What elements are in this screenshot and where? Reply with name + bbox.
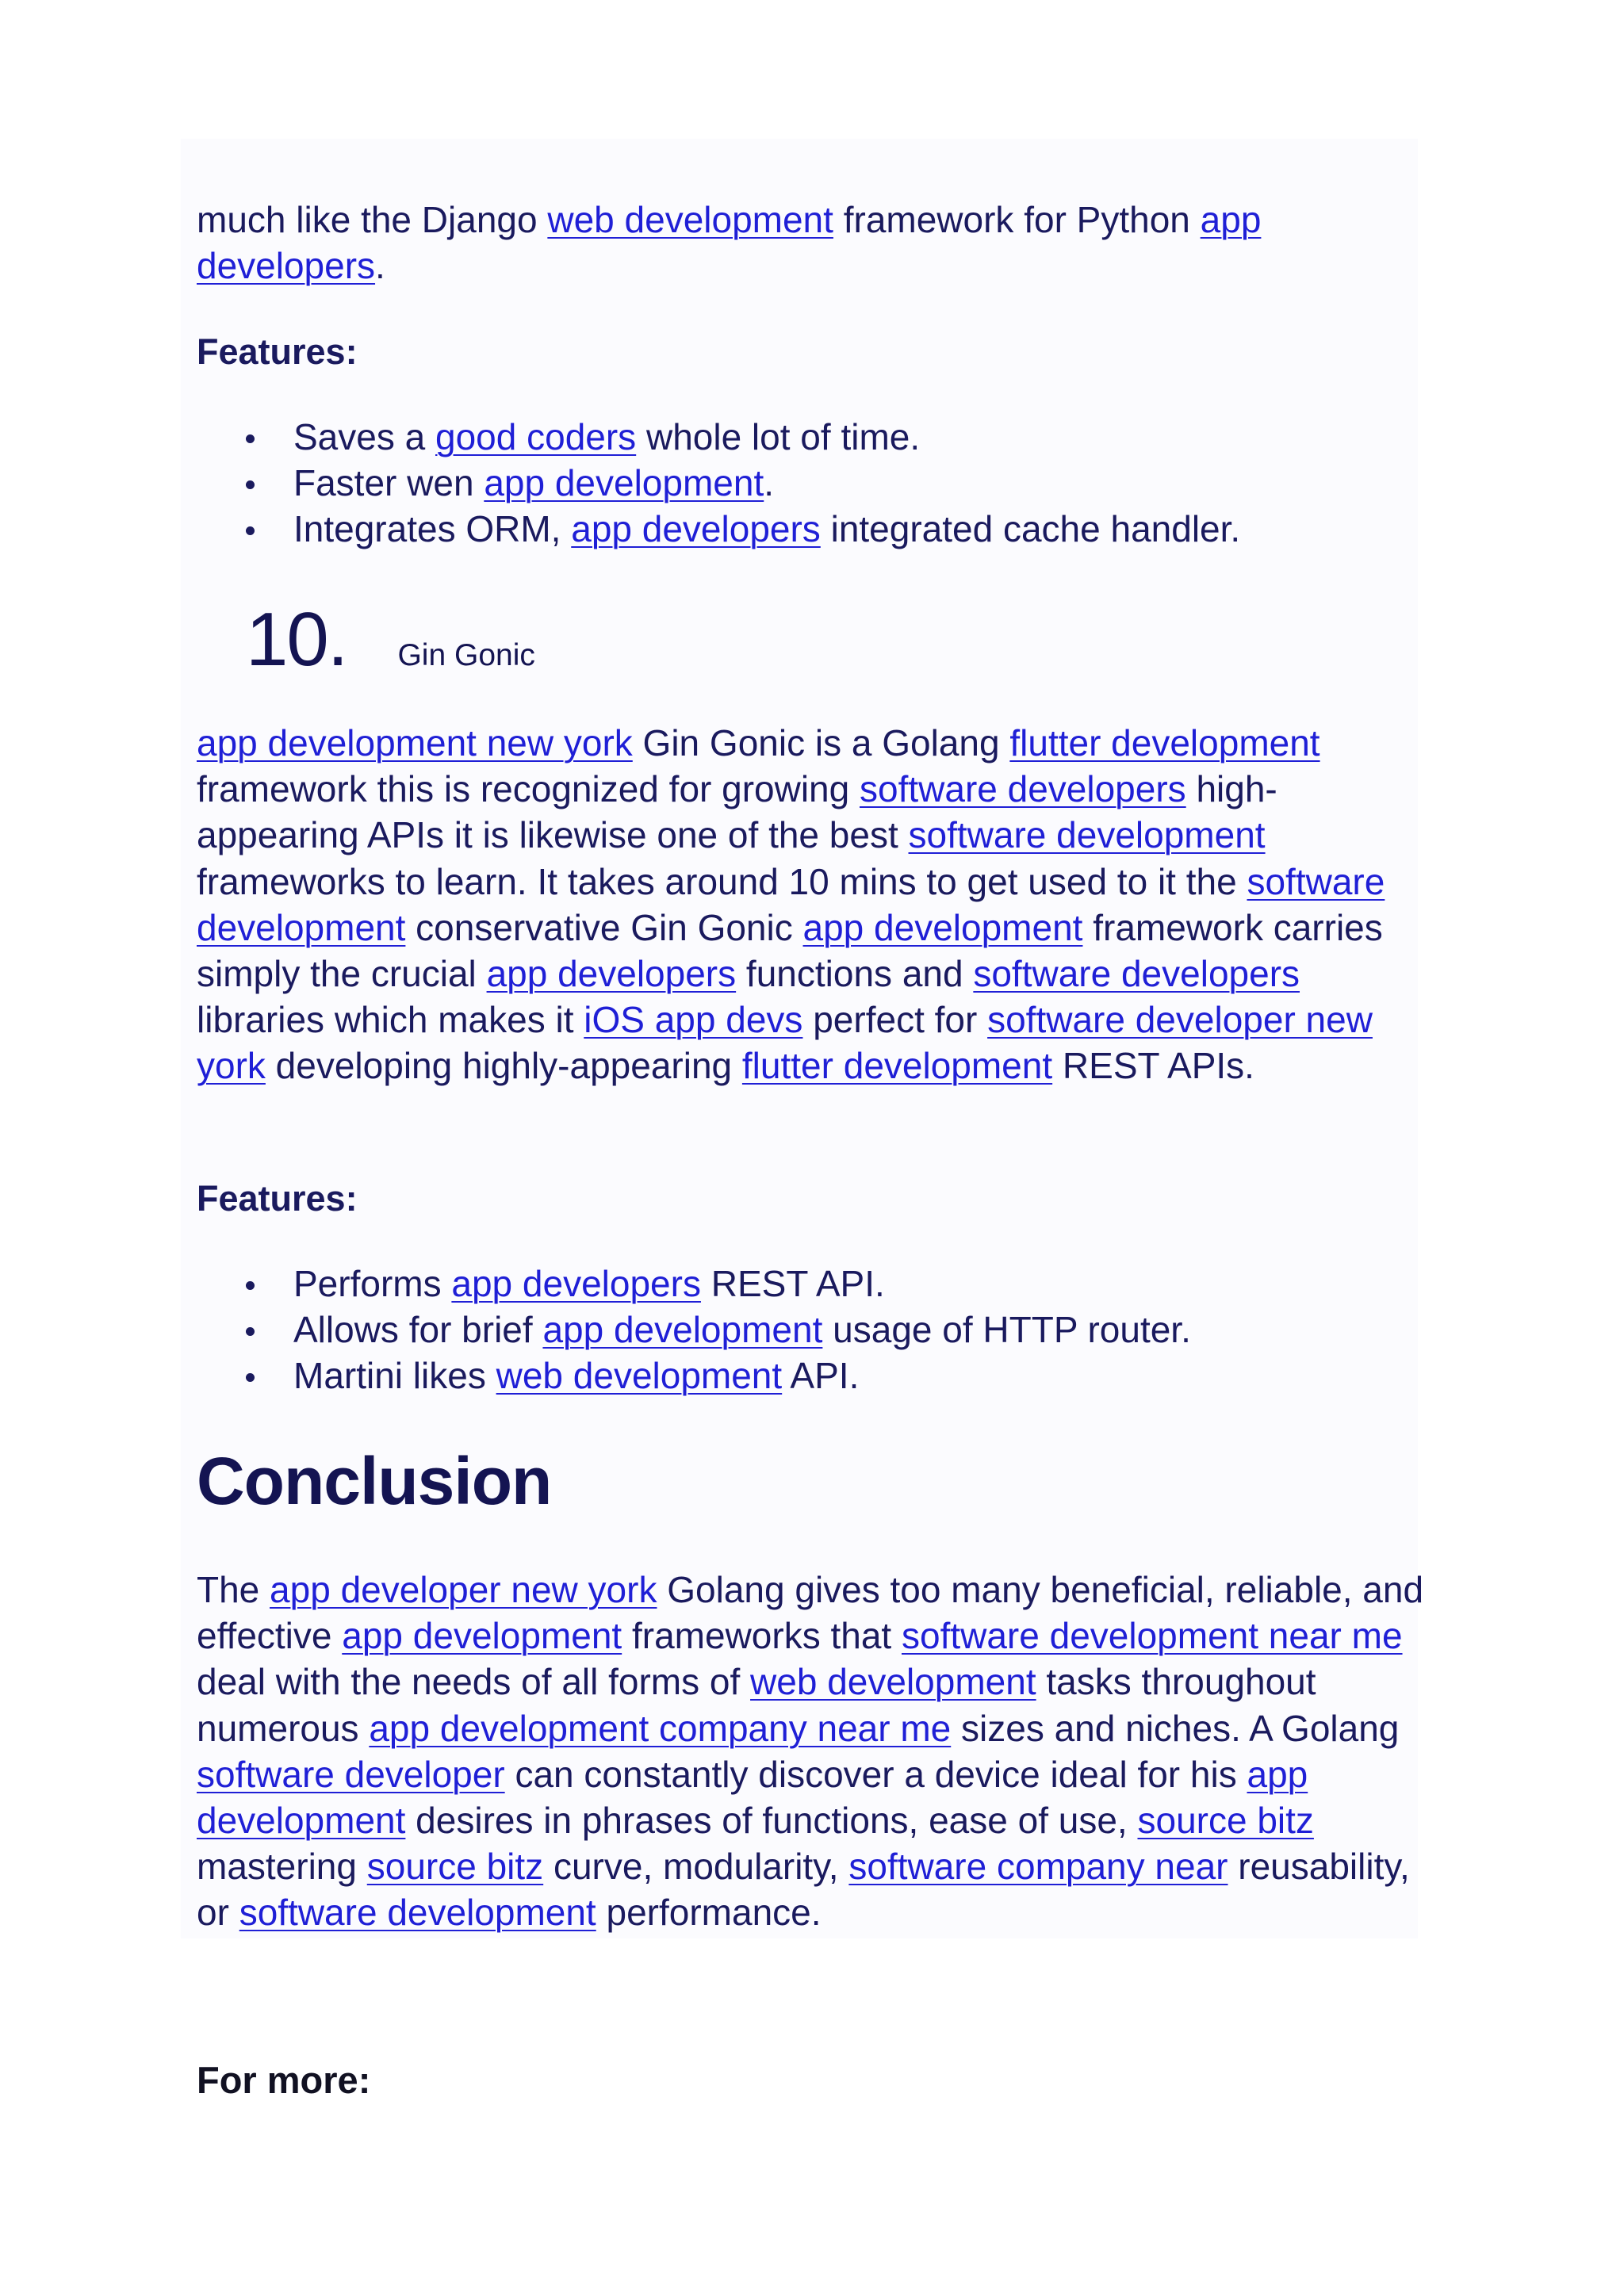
text-run: desires in phrases of functions, ease of use,: [405, 1800, 1138, 1842]
section-title: Gin Gonic: [397, 638, 535, 672]
gin-gonic-paragraph: [197, 720, 1418, 1089]
inline-link[interactable]: app development new york: [197, 722, 633, 763]
bullet-icon: [246, 526, 255, 535]
inline-link[interactable]: software developer new york: [197, 999, 1373, 1087]
intro-paragraph: [197, 197, 1418, 289]
list-item: [197, 460, 1434, 506]
bullet-icon: [246, 1327, 255, 1336]
text-run: sizes and niches. A Golang: [951, 1707, 1400, 1749]
text-run: perfect for: [802, 999, 988, 1041]
text-run: high-appearing APIs it is likewise one of the best: [197, 768, 1277, 856]
inline-link[interactable]: web development: [750, 1661, 1036, 1703]
list-item: [197, 1261, 1434, 1307]
text-run: whole lot of time.: [636, 416, 921, 457]
section-number: 10.: [246, 597, 347, 682]
inline-link[interactable]: app development: [542, 1309, 823, 1351]
text-run: Performs: [293, 1263, 452, 1304]
text-run: The: [197, 1569, 270, 1610]
text-run: API.: [782, 1355, 860, 1397]
inline-link[interactable]: app development: [197, 1753, 1308, 1842]
text-run: tasks throughout numerous: [197, 1661, 1316, 1749]
text-run: usage of HTTP router.: [822, 1309, 1191, 1351]
section-heading-10: [246, 596, 535, 683]
inline-link[interactable]: software developer: [197, 1753, 505, 1795]
text-run: mastering: [197, 1846, 367, 1888]
text-run: Allows for brief: [293, 1309, 543, 1351]
inline-link[interactable]: source bitz: [1137, 1800, 1314, 1842]
inline-link[interactable]: app development: [342, 1615, 622, 1657]
inline-link[interactable]: app developers: [486, 953, 737, 995]
inline-link[interactable]: software development: [908, 814, 1266, 856]
text-run: REST API.: [700, 1263, 885, 1304]
inline-link[interactable]: app development: [802, 906, 1083, 948]
text-run: developing highly-appearing: [265, 1045, 742, 1087]
inline-link[interactable]: app developer new york: [270, 1569, 657, 1610]
features-list: [197, 414, 1434, 553]
list-item: [197, 1307, 1434, 1353]
inline-link[interactable]: app developers: [571, 508, 821, 550]
inline-link[interactable]: software development near me: [901, 1615, 1403, 1657]
bullet-icon: [246, 1373, 255, 1382]
text-run: reusability, or: [197, 1846, 1410, 1934]
features-list: [197, 1261, 1434, 1399]
text-run: REST APIs.: [1052, 1045, 1254, 1087]
text-run: framework for Python: [833, 199, 1201, 240]
text-run: conservative Gin Gonic: [405, 906, 803, 948]
text-run: Martini likes: [293, 1355, 496, 1397]
bullet-icon: [246, 434, 255, 443]
text-run: performance.: [596, 1892, 822, 1934]
inline-link[interactable]: app development: [484, 462, 764, 504]
inline-link[interactable]: source bitz: [366, 1846, 544, 1888]
inline-link[interactable]: software company near: [848, 1846, 1228, 1888]
text-run: frameworks to learn. It takes around 10 mins to get used to it the: [197, 860, 1247, 902]
text-run: functions and: [736, 953, 974, 995]
for-more-label: For more:: [197, 2059, 371, 2101]
inline-link[interactable]: web development: [496, 1355, 783, 1397]
text-run: much like the Django: [197, 199, 548, 240]
text-run: framework carries simply the crucial: [197, 906, 1383, 995]
text-run: curve, modularity,: [543, 1846, 849, 1888]
text-run: Saves a: [293, 416, 435, 457]
inline-link[interactable]: software developers: [860, 768, 1186, 810]
text-run: libraries which makes it: [197, 999, 584, 1041]
text-run: .: [375, 245, 385, 287]
inline-link[interactable]: software development: [197, 860, 1385, 948]
inline-link[interactable]: iOS app devs: [584, 999, 803, 1041]
inline-link[interactable]: software development: [239, 1892, 596, 1934]
text-run: framework this is recognized for growing: [197, 768, 860, 810]
inline-link[interactable]: web development: [547, 199, 833, 240]
inline-link[interactable]: software developers: [973, 953, 1300, 995]
inline-link[interactable]: app development company near me: [369, 1707, 952, 1749]
text-run: Integrates ORM,: [293, 508, 572, 550]
text-run: .: [764, 462, 775, 504]
bullet-icon: [246, 480, 255, 489]
inline-link[interactable]: flutter development: [741, 1045, 1053, 1087]
text-run: Gin Gonic is a Golang: [632, 722, 1010, 763]
features-label: Features:: [197, 331, 358, 372]
text-run: deal with the needs of all forms of: [197, 1661, 751, 1703]
text-run: can constantly discover a device ideal for his: [504, 1753, 1247, 1795]
bullet-icon: [246, 1281, 255, 1290]
list-item: [197, 506, 1434, 552]
inline-link[interactable]: app developers: [451, 1263, 701, 1304]
text-run: frameworks that: [622, 1615, 902, 1657]
inline-link[interactable]: app developers: [197, 199, 1262, 287]
text-run: Faster wen: [293, 462, 485, 504]
inline-link[interactable]: good coders: [435, 416, 637, 457]
text-run: Golang gives too many beneficial, reliable, and effective: [197, 1569, 1424, 1657]
list-item: [197, 414, 1434, 460]
text-run: integrated cache handler.: [820, 508, 1241, 550]
conclusion-heading: Conclusion: [197, 1444, 552, 1518]
conclusion-paragraph: [197, 1567, 1434, 1936]
inline-link[interactable]: flutter development: [1009, 722, 1320, 763]
list-item: [197, 1353, 1434, 1399]
features-label: Features:: [197, 1178, 358, 1219]
